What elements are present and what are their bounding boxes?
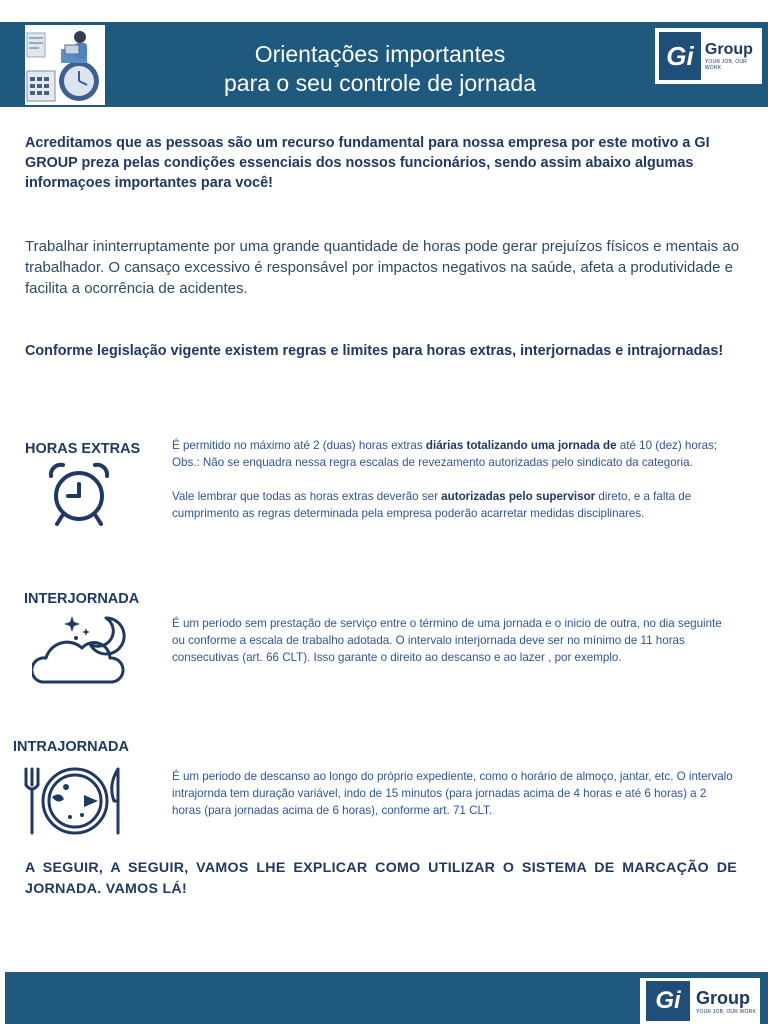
section-text-horas-extras — [172, 437, 737, 522]
rules-paragraph: Conforme legislação vigente existem regras e limites para horas extras, interjornadas e intrajornadas! — [25, 343, 724, 359]
logo-name: Group — [704, 41, 753, 58]
footer-logo-name: Group — [696, 987, 750, 1008]
alarm-clock-icon — [46, 460, 112, 528]
logo-tagline: YOUR JOB, OUR WORK — [704, 59, 747, 71]
intro-paragraph: Acreditamos que as pessoas são um recurso fundamental para nossa empresa por este motivo a GI GROUP preza pelas condições essenciais dos nossos funcionários, sendo assim abaixo algumas informaçoes importantes para você! — [25, 135, 710, 191]
cloud-moon-icon — [32, 612, 126, 686]
section-title-interjornada: INTERJORNADA — [24, 591, 140, 607]
call-to-action: A SEGUIR, A SEGUIR, VAMOS LHE EXPLICAR COMO UTILIZAR O SISTEMA DE MARCAÇÃO DE JORNADA. VAMOS LÁ! — [25, 860, 737, 897]
gi-group-logo — [655, 28, 762, 84]
section-title-horas-extras: HORAS EXTRAS — [25, 441, 141, 457]
title-line-1: Orientações importantes — [254, 41, 506, 67]
title-line-2: para o seu controle de jornada — [224, 70, 536, 96]
horas-reminder: Vale lembrar que todas as horas extras deverão ser autorizadas pelo supervisor direto, e a falta de cumprimento as regras determinada pela empresa poderão acarretar medidas disciplinares. — [172, 490, 692, 520]
plate-cutlery-icon — [22, 765, 128, 837]
horas-obs: Obs.: Não se enquadra nessa regra escalas de revezamento autorizadas pelo sindicato da categoria. — [172, 456, 693, 469]
page-title — [160, 40, 600, 98]
footer-logo-tagline: YOUR JOB, OUR WORK — [696, 1008, 756, 1015]
section-title-intrajornada: INTRAJORNADA — [13, 739, 129, 755]
logo-mark: Gi — [659, 32, 701, 80]
body-paragraph: Trabalhar ininterruptamente por uma grande quantidade de horas pode gerar prejuízos físicos e mentais ao trabalhador. O cansaço excessivo é responsável por impactos negativos na saúde, afeta a produtividade e facilita a ocorrência de acidentes. — [25, 238, 740, 297]
gi-group-logo-footer — [640, 978, 760, 1024]
horas-rule: É permitido no máximo até 2 (duas) horas extras diárias totalizando uma jornada de até 10 (dez) horas; — [172, 439, 718, 452]
section-text-intrajornada: É um periodo de descanso ao longo do próprio expediente, como o horário de almoço, jantar, etc. O intervalo intrajornda tem duração variável, indo de 15 minutos (para jornadas acima de 4 horas e até 6 horas) a 2 horas (para jornadas acima de 6 horas), conforme art. 71 CLT. — [172, 770, 733, 817]
header-illustration — [25, 25, 105, 105]
clock-person-illustration — [25, 25, 105, 105]
section-text-interjornada: É um período sem prestação de serviço entre o término de uma jornada e o inicio de outra, no dia seguinte ou conforme a escala de trabalho adotada. O intervalo interjornada deve ser no mínimo de 11 horas consecutivas (art. 66 CLT). Isso garante o direito ao descanso e ao lazer , por exemplo. — [172, 617, 722, 664]
footer-logo-mark: Gi — [646, 981, 690, 1021]
